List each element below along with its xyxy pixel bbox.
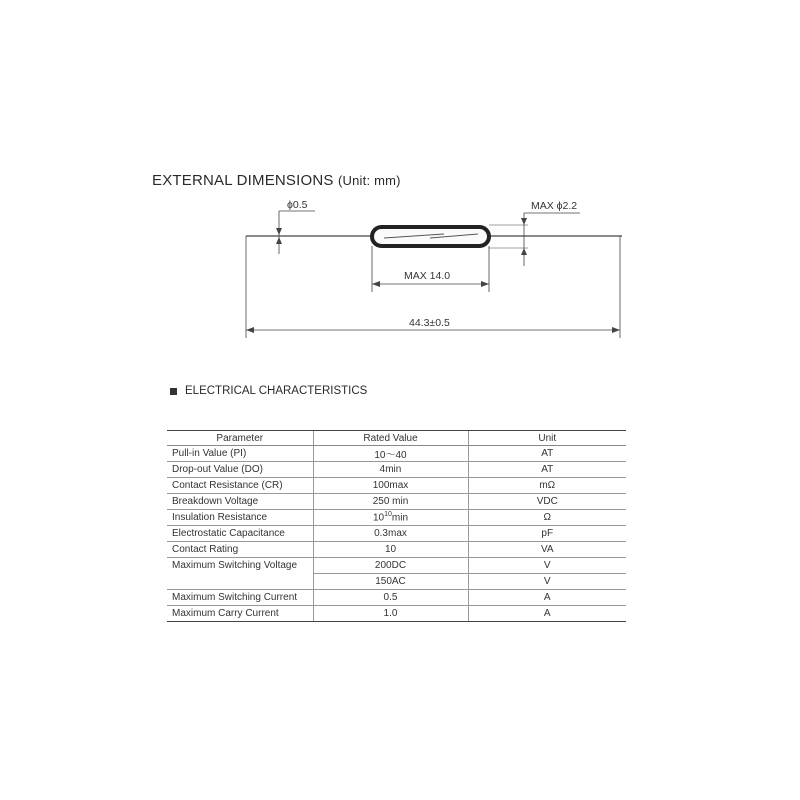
body-length-label: MAX 14.0: [404, 270, 451, 282]
param-cell: Maximum Carry Current: [167, 606, 313, 622]
value-cell: 10～40: [313, 446, 468, 462]
table-row: [167, 542, 626, 558]
arrow-down: [521, 218, 527, 225]
table-row: [167, 494, 626, 510]
table-header-row: [167, 431, 626, 446]
param-cell: Pull-in Value (PI): [167, 446, 313, 462]
arrow-up: [521, 248, 527, 255]
total-length-label: 44.3±0.5: [409, 317, 450, 329]
unit-cell: VDC: [468, 494, 626, 510]
unit-note: (Unit: mm): [338, 173, 401, 188]
param-cell: Maximum Switching Current: [167, 590, 313, 606]
value-cell: 0.5: [313, 590, 468, 606]
dimensions-title-text: EXTERNAL DIMENSIONS: [152, 172, 334, 189]
table-row: [167, 590, 626, 606]
table-row: [167, 510, 626, 526]
value-cell: 1.0: [313, 606, 468, 622]
param-cell: Contact Resistance (CR): [167, 478, 313, 494]
electrical-heading: [170, 385, 367, 397]
unit-cell: AT: [468, 446, 626, 462]
arrow-down: [276, 228, 282, 235]
header-rated-value: Rated Value: [313, 431, 468, 446]
table-row: [167, 558, 626, 574]
glass-body: [372, 227, 489, 246]
value-cell: 150AC: [313, 574, 468, 590]
param-cell: Maximum Switching Voltage: [172, 560, 298, 572]
param-cell: Contact Rating: [167, 542, 313, 558]
unit-cell: A: [468, 606, 626, 622]
table-row: [167, 574, 626, 590]
value-exponent: 10: [384, 511, 392, 519]
param-cell: Breakdown Voltage: [167, 494, 313, 510]
table-row: [167, 526, 626, 542]
param-cell: Electrostatic Capacitance: [167, 526, 313, 542]
table-row: [167, 462, 626, 478]
unit-cell: AT: [468, 462, 626, 478]
unit-cell: A: [468, 590, 626, 606]
arrow-right: [481, 281, 489, 287]
square-bullet-icon: [170, 388, 177, 395]
electrical-table: [167, 430, 626, 622]
table-row: [167, 478, 626, 494]
table-row: [167, 606, 626, 622]
table-row: [167, 446, 626, 462]
param-cell: [167, 574, 313, 590]
value-suffix: min: [391, 512, 409, 524]
unit-cell: mΩ: [468, 478, 626, 494]
value-cell: 10: [313, 542, 468, 558]
value-cell: [313, 510, 468, 526]
arrow-left: [246, 327, 254, 333]
unit-cell: pF: [468, 526, 626, 542]
max-diameter-label: MAX ϕ2.2: [531, 200, 578, 212]
param-cell: Insulation Resistance: [167, 510, 313, 526]
unit-cell: Ω: [468, 510, 626, 526]
param-cell: Drop-out Value (DO): [167, 462, 313, 478]
arrow-right: [612, 327, 620, 333]
arrow-left: [372, 281, 380, 287]
header-unit: Unit: [468, 431, 626, 446]
unit-cell: V: [468, 558, 626, 574]
arrow-up: [276, 237, 282, 244]
value-base: 10: [372, 512, 385, 524]
electrical-heading-text: ELECTRICAL CHARACTERISTICS: [185, 385, 368, 397]
value-cell: 4min: [313, 462, 468, 478]
unit-cell: V: [468, 574, 626, 590]
value-cell: 0.3max: [313, 526, 468, 542]
value-cell: 100max: [313, 478, 468, 494]
unit-cell: VA: [468, 542, 626, 558]
value-cell: 200DC: [313, 558, 468, 574]
value-cell: 250 min: [313, 494, 468, 510]
header-parameter: Parameter: [167, 431, 313, 446]
lead-diameter-label: ϕ0.5: [287, 199, 308, 211]
